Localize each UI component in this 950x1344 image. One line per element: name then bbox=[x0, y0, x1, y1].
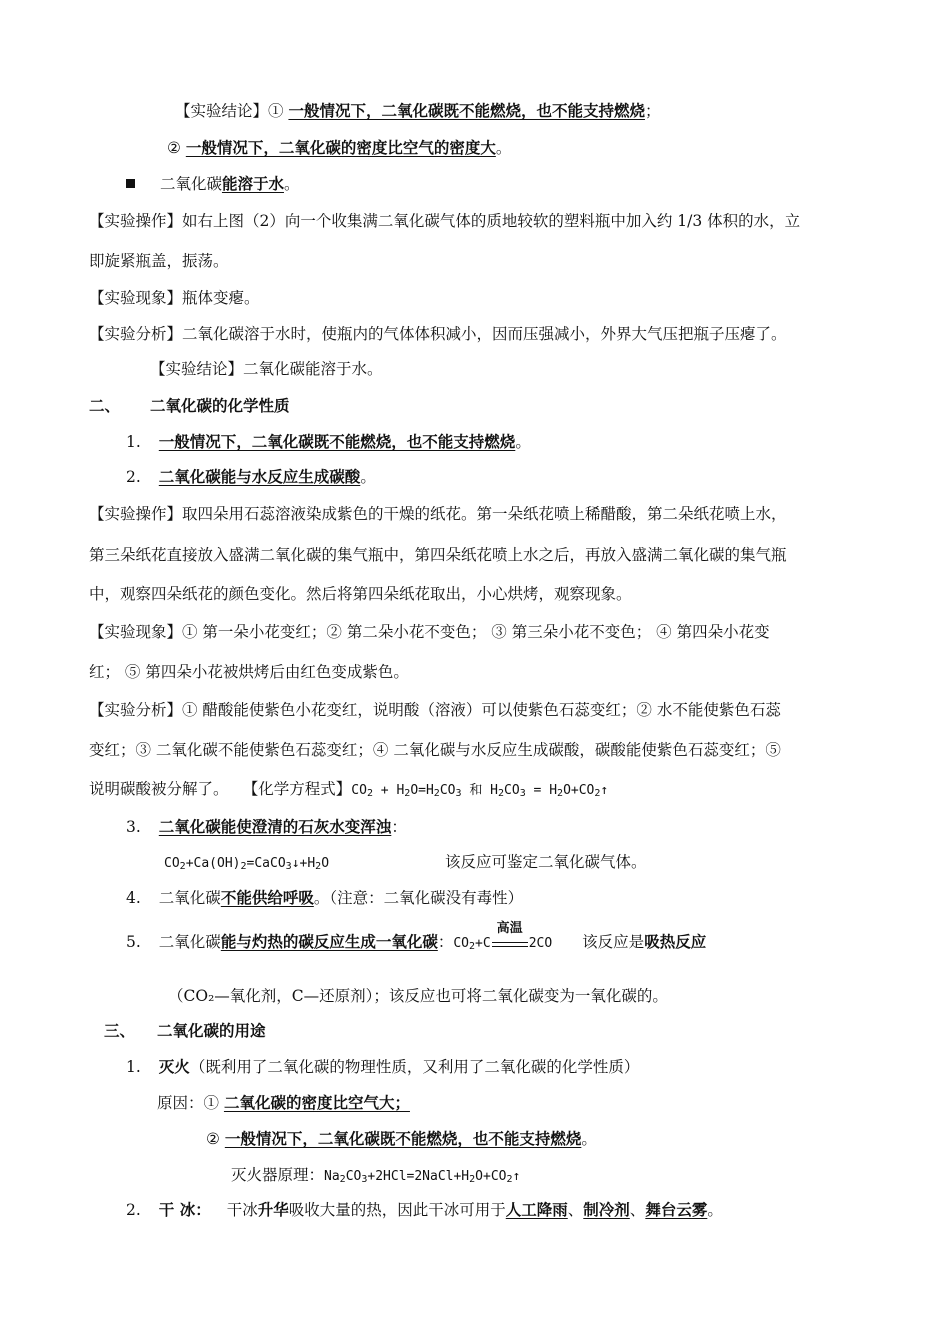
paragraph-line: 【实验现象】瓶体变瘪。 bbox=[89, 289, 260, 307]
text: ② bbox=[167, 139, 186, 157]
reaction-condition bbox=[492, 921, 528, 947]
heading-title: 二氧化碳的化学性质 bbox=[150, 396, 290, 415]
paragraph-line: 【实验操作】取四朵用石蕊溶液染成紫色的干燥的纸花。第一朵纸花喷上稀醋酸，第二朵纸花喷上水， bbox=[89, 505, 787, 523]
text: 。 bbox=[707, 1201, 723, 1219]
chemical-equation: $CO_2+Ca(OH)_2=CaCO_3↓+H_2O$ bbox=[164, 856, 330, 872]
emphasis: 升华 bbox=[257, 1200, 289, 1219]
emphasis: 二氧化碳能与水反应生成碳酸 bbox=[158, 467, 361, 486]
text: 说明碳酸被分解了。 bbox=[89, 780, 229, 798]
text: 、 bbox=[629, 1201, 646, 1219]
item-number: 1. bbox=[126, 433, 141, 451]
label: 【化学方程式】 bbox=[250, 780, 352, 798]
paragraph-line: 第三朵纸花直接放入盛满二氧化碳的集气瓶中，第四朵纸花喷上水之后，再放入盛满二氧化碳的集气瓶 bbox=[89, 546, 787, 564]
equation-line bbox=[164, 852, 329, 874]
paragraph-line: 该反应可鉴定二氧化碳气体。 bbox=[445, 853, 647, 871]
emphasis: 一般情况下，二氧化碳既不能燃烧，也不能支持燃烧 bbox=[224, 1129, 582, 1148]
emphasis: 干 冰： bbox=[158, 1200, 211, 1219]
heading-number: 二、 bbox=[89, 396, 121, 415]
chemical-equation: $Na_2CO_3+2HCl=2NaCl+H_2O+CO_2↑$ bbox=[324, 1169, 521, 1185]
paragraph-line: 红； ⑤ 第四朵小花被烘烤后由红色变成紫色。 bbox=[89, 663, 409, 681]
equals-sign bbox=[492, 942, 528, 947]
text: 二氧化碳 bbox=[158, 889, 221, 907]
heading-title: 二氧化碳的用途 bbox=[157, 1021, 266, 1040]
equation-line bbox=[89, 779, 608, 801]
square-bullet-icon bbox=[126, 179, 135, 188]
list-item bbox=[126, 888, 523, 908]
text: 。 bbox=[581, 1130, 597, 1148]
emphasis: 制冷剂 bbox=[583, 1200, 630, 1219]
emphasis: 一般情况下，二氧化碳的密度比空气的密度大 bbox=[185, 138, 496, 157]
text: 。（注意：二氧化碳没有毒性） bbox=[313, 889, 524, 907]
text: ： bbox=[437, 933, 454, 951]
condition-label: 高温 bbox=[496, 921, 523, 936]
emphasis: 二氧化碳的密度比空气大； bbox=[223, 1093, 410, 1112]
text: 。 bbox=[495, 139, 512, 157]
text: 。 bbox=[360, 468, 376, 486]
section-heading-2 bbox=[89, 396, 290, 416]
paragraph-line: 【实验操作】如右上图（2）向一个收集满二氧化碳气体的质地较软的塑料瓶中加入约 1/3 体积的水，立 bbox=[89, 212, 801, 230]
text: ： bbox=[391, 818, 407, 836]
item-number: 3. bbox=[126, 818, 141, 836]
paragraph-line: 【实验分析】① 醋酸能使紫色小花变红，说明酸（溶液）可以使紫色石蕊变红；② 水不能使紫色石蕊 bbox=[89, 701, 781, 719]
list-item bbox=[126, 921, 707, 954]
reason-line bbox=[157, 1093, 410, 1113]
reason-line bbox=[206, 1129, 597, 1149]
list-item bbox=[126, 1200, 723, 1220]
emphasis: 灭火 bbox=[158, 1057, 190, 1076]
paragraph-line: （CO₂—氧化剂，C—还原剂）；该反应也可将二氧化碳变为一氧化碳的。 bbox=[168, 987, 668, 1005]
text: 吸收大量的热，因此干冰可用于 bbox=[288, 1201, 506, 1219]
emphasis: 舞台云雾 bbox=[645, 1200, 708, 1219]
heading-number: 三、 bbox=[104, 1021, 136, 1040]
text: ② bbox=[206, 1130, 225, 1148]
conclusion-line-2 bbox=[167, 138, 511, 158]
text: 二氧化碳 bbox=[158, 933, 221, 951]
text: 。 bbox=[283, 175, 300, 193]
list-item bbox=[126, 467, 376, 487]
item-number: 2. bbox=[126, 468, 141, 486]
emphasis: 一般情况下，二氧化碳既不能燃烧，也不能支持燃烧 bbox=[158, 432, 516, 451]
text: 。 bbox=[515, 433, 531, 451]
text: ； bbox=[644, 102, 661, 120]
text: （既利用了二氧化碳的物理性质，又利用了二氧化碳的化学性质） bbox=[189, 1058, 640, 1076]
paragraph-line: 中，观察四朵纸花的颜色变化。然后将第四朵纸花取出，小心烘烤，观察现象。 bbox=[89, 585, 632, 603]
equation-line bbox=[231, 1165, 520, 1187]
emphasis: 能溶于水 bbox=[221, 174, 284, 193]
text: 【实验结论】① bbox=[175, 102, 289, 120]
text: 二氧化碳 bbox=[159, 175, 222, 193]
paragraph-line: 【实验分析】二氧化碳溶于水时，使瓶内的气体体积减小，因而压强减小，外界大气压把瓶子压瘪了。 bbox=[89, 325, 787, 343]
section-heading-3 bbox=[104, 1021, 266, 1041]
emphasis: 二氧化碳能使澄清的石灰水变浑浊 bbox=[158, 817, 392, 836]
list-item bbox=[126, 817, 407, 837]
text: 灭火器原理： bbox=[231, 1166, 325, 1184]
conclusion-line-1 bbox=[175, 101, 660, 121]
item-number: 4. bbox=[126, 889, 141, 907]
text: 、 bbox=[567, 1201, 584, 1219]
list-item bbox=[126, 1057, 639, 1077]
item-number: 5. bbox=[126, 933, 141, 951]
chemical-equation: $CO_2 + H_2O=H_2CO_3$ 和 $H_2CO_3$ = $H_2O+CO_2↑$ bbox=[351, 783, 609, 799]
list-item bbox=[126, 432, 531, 452]
paragraph-line: 【实验现象】① 第一朵小花变红；② 第二朵小花不变色； ③ 第三朵小花不变色； ④ 第四朵小花变 bbox=[89, 623, 770, 641]
emphasis: 一般情况下，二氧化碳既不能燃烧，也不能支持燃烧 bbox=[288, 101, 645, 120]
bullet-line bbox=[126, 174, 299, 194]
text: 干冰 bbox=[226, 1201, 258, 1219]
emphasis: 吸热反应 bbox=[644, 932, 707, 951]
paragraph-line: 变红；③ 二氧化碳不能使紫色石蕊变红；④ 二氧化碳与水反应生成碳酸，碳酸能使紫色石蕊变红；⑤ bbox=[89, 741, 781, 759]
text: 该反应是 bbox=[582, 933, 645, 951]
text: 原因：① bbox=[157, 1094, 224, 1112]
paragraph-line: 【实验结论】二氧化碳能溶于水。 bbox=[150, 360, 383, 378]
chemical-equation: $CO_2+C$ 高温 2CO bbox=[453, 921, 553, 952]
item-number: 2. bbox=[126, 1201, 141, 1219]
emphasis: 不能供给呼吸 bbox=[220, 888, 314, 907]
emphasis: 能与灼热的碳反应生成一氧化碳 bbox=[220, 932, 438, 951]
emphasis: 人工降雨 bbox=[505, 1200, 568, 1219]
item-number: 1. bbox=[126, 1058, 141, 1076]
paragraph-line: 即旋紧瓶盖，振荡。 bbox=[89, 252, 229, 270]
